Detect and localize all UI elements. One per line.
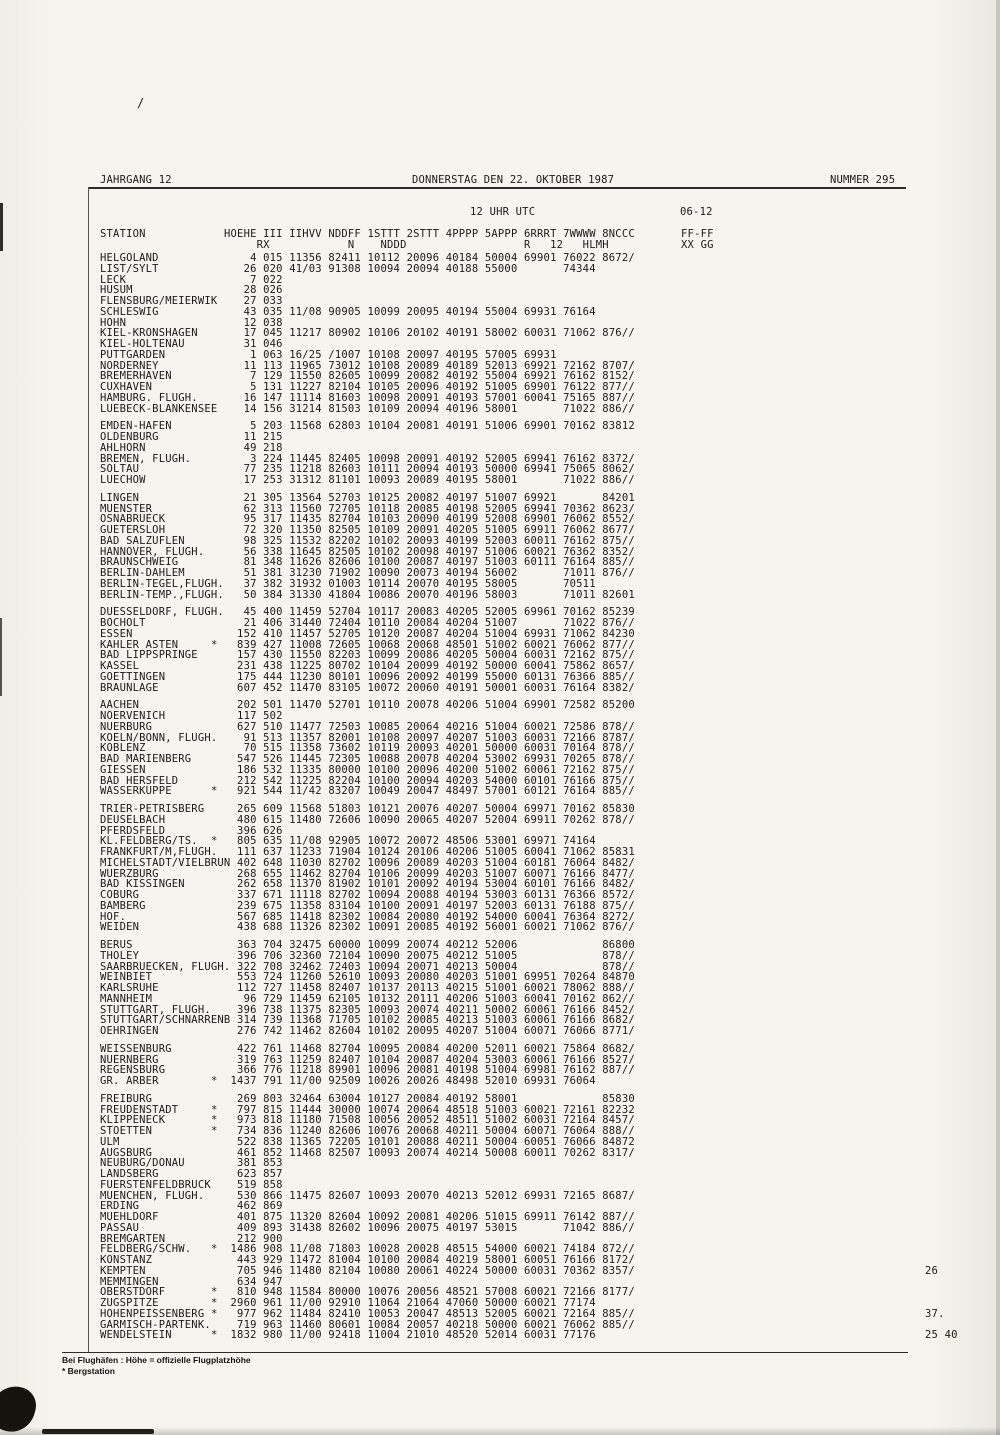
station-name: NEUBURG/DONAU — [100, 1157, 185, 1170]
station-name: GR. ARBER — [100, 1075, 159, 1087]
synop-groups: 734 836 11240 82606 10076 20068 40211 50004 60071 76064 888// — [224, 1125, 635, 1137]
observation-period: 06-12 — [680, 206, 713, 218]
station-name: DUESSELDORF, FLUGH. — [100, 606, 224, 619]
synop-groups: 461 852 11468 82507 10093 20074 40214 50008 60011 70262 8317/ — [224, 1146, 635, 1159]
synop-groups: 51 381 31230 71902 10090 20073 40194 56002 71011 876// — [224, 567, 635, 579]
station-name: LINGEN — [100, 491, 140, 504]
station-row — [100, 493, 635, 504]
station-name: SOLTAU — [100, 463, 140, 476]
station-row — [100, 1223, 635, 1234]
station-name: LECK — [100, 273, 127, 286]
station-name: KOBLENZ — [100, 742, 146, 755]
synop-groups: 522 838 11365 72205 10101 20088 40211 50004 60051 76066 84872 — [224, 1135, 635, 1148]
synop-groups: 239 675 11358 83104 10100 20091 40197 52003 60131 76188 875// — [224, 899, 635, 912]
synop-groups: 422 761 11468 82704 10095 20084 40200 52011 60021 75864 8682/ — [224, 1042, 635, 1055]
synop-groups: 530 866 11475 82607 10093 20070 40213 52012 69931 72165 8687/ — [224, 1189, 635, 1202]
synop-groups: 322 708 32462 72403 10094 20071 40213 50004 878// — [224, 960, 635, 973]
station-row — [100, 1264, 939, 1277]
synop-groups: 396 706 32360 72104 10090 20075 40212 51005 878// — [224, 949, 635, 962]
synop-groups: 443 929 11472 81004 10100 20084 40219 58001 60051 76166 8172/ — [224, 1254, 635, 1266]
xxgg-column-label: XX GG — [681, 239, 714, 251]
synop-groups: 627 510 11477 72503 10085 20064 40216 51004 60021 72586 878// — [224, 720, 635, 733]
synop-groups: 810 948 11584 80000 10076 20056 48521 57008 60021 72166 8177/ — [224, 1286, 635, 1299]
synop-groups: 519 858 — [224, 1178, 283, 1191]
synop-groups: 37 382 31932 01003 10114 20070 40195 58005 70511 — [224, 577, 596, 590]
station-row — [100, 700, 635, 711]
station-row — [100, 475, 635, 486]
synop-groups: 21 305 13564 52703 10125 20082 40197 51007 69921 84201 — [224, 491, 635, 504]
masthead-date: DONNERSTAG DEN 22. OKTOBER 1987 — [412, 174, 615, 186]
mountain-station-marker: * — [211, 1243, 218, 1256]
station-row — [100, 393, 635, 404]
station-name: BERLIN-DAHLEM — [100, 567, 185, 579]
station-name: NUERNBERG — [100, 1053, 159, 1066]
station-group — [100, 700, 635, 797]
station-row — [100, 815, 635, 826]
synop-groups: 77 235 11218 82603 10111 20094 40193 50000 69941 75065 8062/ — [224, 463, 635, 476]
bottom-rule — [62, 1352, 908, 1353]
synop-groups: 366 776 11218 89901 10096 20081 40198 51004 69981 76162 887// — [224, 1064, 635, 1077]
station-row — [100, 579, 635, 590]
station-group — [100, 804, 635, 933]
station-name: GIESSEN — [100, 763, 146, 776]
station-name: GUETERSLOH — [100, 524, 166, 536]
synop-groups: 17 045 11217 80902 10106 20102 40191 58002 60031 71062 876// — [224, 327, 635, 340]
footnotes — [62, 1355, 251, 1377]
station-row — [100, 1044, 635, 1055]
station-name: HOF. — [100, 910, 127, 923]
station-name: NUERBURG — [100, 720, 153, 733]
station-name: LUEBECK-BLANKENSEE — [100, 402, 218, 415]
scan-edge-artifact — [996, 0, 1000, 1435]
synop-column-labels: HOEHE III IIHVV NDDFF 1STTT 2STTT 4PPPP 5APPP 6RRRT 7WWWW 8NCCC — [224, 228, 635, 240]
synop-groups: 547 526 11445 72305 10088 20078 40204 53002 69931 70265 878// — [224, 753, 635, 765]
station-name: WASSERKUPPE — [100, 785, 172, 798]
synop-groups: 50 384 31330 41804 10086 20070 40196 58003 71011 82601 — [224, 588, 635, 601]
station-table — [100, 252, 958, 1342]
station-name: KEMPTEN — [100, 1264, 146, 1277]
synop-groups: 21 406 31440 72404 10110 20084 40204 51007 71022 876// — [224, 617, 635, 629]
synop-groups: 319 763 11259 82407 10104 20087 40204 53003 60061 76166 8527/ — [224, 1053, 635, 1066]
station-name: HOHN — [100, 316, 127, 329]
synop-groups: 28 026 — [224, 284, 283, 297]
station-column-label: STATION — [100, 228, 146, 240]
synop-groups: 112 727 11458 82407 10137 20113 40215 51001 60021 78062 888// — [224, 982, 635, 994]
station-name: KLIPPENECK — [100, 1114, 166, 1127]
station-name: BOCHOLT — [100, 617, 146, 629]
station-name: AUGSBURG — [100, 1146, 153, 1159]
synop-groups: 98 325 11532 82202 10102 20093 40199 52003 60011 76162 875// — [224, 534, 635, 547]
station-name: GARMISCH-PARTENK. — [100, 1318, 211, 1331]
synop-groups: 553 724 11260 52610 10093 20080 40203 51001 69951 70264 84870 — [224, 971, 635, 984]
station-name: NORDERNEY — [100, 359, 159, 372]
station-row — [100, 1329, 958, 1342]
synop-groups: 202 501 11470 52701 10110 20078 40206 51004 69901 72582 85200 — [224, 699, 635, 712]
station-row — [100, 307, 635, 318]
synop-groups: 705 946 11480 82104 10080 20061 40224 50000 60031 70362 8357/ — [224, 1264, 635, 1277]
station-name: STUTTGART, FLUGH. — [100, 1003, 211, 1016]
station-row — [100, 1180, 635, 1191]
station-row — [100, 590, 635, 601]
station-name: COBURG — [100, 889, 140, 901]
station-name: EMDEN-HAFEN — [100, 420, 172, 433]
station-name: BREMERHAVEN — [100, 370, 172, 383]
station-name: KARLSRUHE — [100, 982, 159, 994]
station-row — [100, 922, 635, 933]
station-group — [100, 421, 635, 486]
synop-groups: 117 502 — [224, 710, 283, 722]
station-row — [100, 443, 635, 454]
synop-groups: 607 452 11470 83105 10072 20060 40191 50001 60031 76164 8382/ — [224, 681, 635, 694]
station-name: AHLHORN — [100, 441, 146, 454]
station-row — [100, 421, 635, 432]
station-name: DEUSELBACH — [100, 813, 166, 826]
masthead-issue: NUMMER 295 — [830, 174, 896, 186]
station-name: MEMMINGEN — [100, 1275, 159, 1288]
station-name: NOERVENICH — [100, 710, 166, 722]
station-name: OLDENBURG — [100, 431, 159, 443]
synop-groups: 265 609 11568 51803 10121 20076 40207 50004 69971 70162 85830 — [224, 803, 635, 815]
mountain-station-marker: * — [211, 785, 218, 798]
synop-groups: 62 313 11560 72705 10118 20085 40198 52005 69941 70362 8623/ — [224, 502, 635, 515]
masthead-volume: JAHRGANG 12 — [100, 174, 172, 186]
synop-groups: 81 348 11626 82606 10100 20087 40197 51003 60111 76164 885// — [224, 556, 635, 569]
synop-groups: 805 635 11/08 92905 10072 20072 48506 53001 69971 74164 — [224, 835, 596, 848]
synop-groups: 152 410 11457 52705 10120 20087 40204 51004 69931 71062 84230 — [224, 627, 635, 640]
synop-groups: 95 317 11435 82704 10103 20090 40199 52008 69901 76062 8552/ — [224, 513, 635, 526]
synop-groups: 977 962 11484 82410 10053 20047 48513 52005 60021 72164 885// — [224, 1307, 635, 1320]
synop-groups: 43 035 11/08 90905 10099 20095 40194 55004 69931 76164 — [224, 305, 596, 318]
mountain-station-marker: * — [211, 1114, 218, 1127]
synop-subcolumn-labels: RX N NDDD R 12 HLMH — [224, 239, 609, 251]
stray-pen-mark: / — [137, 96, 145, 110]
station-name: KASSEL — [100, 660, 140, 672]
ff-column-label: FF-FF — [681, 228, 714, 240]
footnote-mountain-station: * Bergstation — [62, 1366, 115, 1376]
station-name: ZUGSPITZE — [100, 1297, 159, 1309]
synop-groups: 409 893 31438 82602 10096 20075 40197 53015 71042 886// — [224, 1221, 635, 1234]
station-name: HUSUM — [100, 284, 133, 297]
column-header-row-2 — [100, 239, 714, 251]
station-name: FREIBURG — [100, 1092, 153, 1105]
station-name: MUENSTER — [100, 502, 153, 515]
station-group — [100, 253, 635, 414]
station-row — [100, 1094, 635, 1105]
synop-groups: 1832 980 11/00 92418 11004 21010 48520 52014 60031 77176 — [224, 1329, 596, 1342]
station-name: LIST/SYLT — [100, 262, 159, 275]
station-name: BAD KISSINGEN — [100, 878, 185, 891]
station-row — [100, 994, 635, 1005]
synop-groups: 462 869 — [224, 1200, 283, 1213]
station-row — [100, 404, 635, 415]
station-name: CUXHAVEN — [100, 381, 153, 393]
station-row — [100, 629, 635, 640]
station-name: LUECHOW — [100, 474, 146, 486]
synop-groups: 719 963 11460 80601 10084 20057 40218 50000 60021 76062 885// — [224, 1318, 635, 1331]
station-name: WEINBIET — [100, 971, 153, 984]
synop-groups: 212 900 — [224, 1232, 283, 1245]
station-row — [100, 432, 635, 443]
station-name: OSNABRUECK — [100, 513, 166, 526]
synop-groups: 363 704 32475 60000 10099 20074 40212 52006 86800 — [224, 939, 635, 951]
station-name: BERLIN-TEMP.,FLUGH. — [100, 588, 224, 601]
station-row — [100, 350, 635, 361]
station-name: BAMBERG — [100, 899, 146, 912]
synop-groups: 5 203 11568 62803 10104 20081 40191 51006 69901 70162 83812 — [224, 420, 635, 433]
extra-right-value: 37. — [925, 1307, 945, 1320]
synop-groups: 1437 791 11/00 92509 10026 20026 48498 52010 69931 76064 — [224, 1075, 596, 1087]
station-name: BAD HERSFELD — [100, 774, 179, 787]
station-name: HANNOVER, FLUGH. — [100, 545, 205, 558]
station-name: BREMEN, FLUGH. — [100, 452, 192, 465]
station-name: BAD SALZUFLEN — [100, 534, 185, 547]
synop-groups: 27 033 — [224, 295, 283, 307]
extra-right-value: 26 — [925, 1264, 939, 1277]
station-name: OBERSTDORF — [100, 1286, 166, 1299]
station-row — [100, 1158, 635, 1169]
synop-groups: 231 438 11225 80702 10104 20099 40192 50000 60041 75862 8657/ — [224, 660, 635, 672]
mountain-station-marker: * — [211, 1329, 218, 1342]
station-row — [100, 1026, 635, 1037]
station-name: BREMGARTEN — [100, 1232, 166, 1245]
station-name: FREUDENSTADT — [100, 1103, 179, 1116]
synop-groups: 31 046 — [224, 338, 283, 350]
station-name: LANDSBERG — [100, 1168, 159, 1180]
synop-groups: 381 853 — [224, 1157, 283, 1170]
station-name: MUEHLDORF — [100, 1211, 159, 1223]
station-name: REGENSBURG — [100, 1064, 166, 1077]
synop-groups: 14 156 31214 81503 10109 20094 40196 58001 71022 886// — [224, 402, 635, 415]
synop-groups: 921 544 11/42 83207 10049 20047 48497 57001 60121 76164 885// — [224, 785, 635, 798]
observation-time-utc: 12 UHR UTC — [470, 206, 536, 218]
station-row — [100, 951, 635, 962]
synop-groups: 797 815 11444 30000 10074 20064 48518 51003 60021 72161 82232 — [224, 1103, 635, 1116]
mountain-station-marker: * — [211, 1307, 218, 1320]
station-row — [100, 858, 635, 869]
synop-groups: 212 542 11225 82204 10100 20094 40203 54000 60101 76166 875// — [224, 774, 635, 787]
station-name: STOETTEN — [100, 1125, 153, 1137]
scan-shadow-artifact — [0, 1427, 1000, 1435]
synop-groups: 11 113 11965 73012 10108 20089 40189 52013 69921 72162 8707/ — [224, 359, 635, 372]
station-name: BERLIN-TEGEL,FLUGH. — [100, 577, 224, 590]
station-group — [100, 1092, 958, 1342]
station-name: WEISSENBURG — [100, 1042, 172, 1055]
synop-groups: 91 513 11357 82001 10108 20097 40207 51003 60031 72166 8787/ — [224, 731, 635, 744]
station-name: FLENSBURG/MEIERWIK — [100, 295, 218, 307]
station-name: KOELN/BONN, FLUGH. — [100, 731, 218, 744]
synop-groups: 973 818 11180 71508 10056 20052 48511 51002 60031 72164 8457/ — [224, 1114, 635, 1127]
station-name: HELGOLAND — [100, 252, 159, 264]
synop-groups: 3 224 11445 82405 10098 20091 40192 52005 69941 76162 8372/ — [224, 452, 635, 465]
synop-groups: 4 015 11356 82411 10112 20096 40184 50004 69901 76022 8672/ — [224, 252, 635, 264]
synop-groups: 11 215 — [224, 431, 283, 443]
observation-time-line — [0, 206, 1000, 218]
footnote-airport-height: Bei Flughäfen : Höhe = offizielle Flugplatzhöhe — [62, 1355, 251, 1365]
left-margin-line — [88, 187, 89, 1352]
station-name: SCHLESWIG — [100, 305, 159, 318]
synop-groups: 186 532 11335 80000 10100 20096 40200 51002 60061 72162 875// — [224, 763, 635, 776]
station-name: KONSTANZ — [100, 1254, 153, 1266]
synop-groups: 56 338 11645 82505 10102 20098 40197 51006 60021 76362 8352/ — [224, 545, 635, 558]
station-row — [100, 536, 635, 547]
station-group — [100, 1044, 635, 1087]
station-name: WUERZBURG — [100, 867, 159, 880]
mountain-station-marker: * — [211, 638, 218, 651]
mountain-station-marker: * — [211, 835, 218, 848]
station-name: WEIDEN — [100, 921, 140, 934]
synop-groups: 634 947 — [224, 1275, 283, 1288]
synop-groups: 17 253 31312 81101 10093 20089 40195 58001 71022 886// — [224, 474, 635, 486]
station-name: ESSEN — [100, 627, 133, 640]
station-name: OEHRINGEN — [100, 1025, 159, 1037]
synop-groups: 7 022 — [224, 273, 283, 286]
station-name: BRAUNSCHWEIG — [100, 556, 179, 569]
mountain-station-marker: * — [211, 1103, 218, 1116]
station-name: KAHLER ASTEN — [100, 638, 179, 651]
station-row — [100, 786, 635, 797]
station-name: GOETTINGEN — [100, 670, 166, 683]
synop-groups: 262 658 11370 81902 10101 20092 40194 53004 60101 76166 8482/ — [224, 878, 635, 891]
synop-groups: 396 626 — [224, 824, 283, 837]
station-name: FUERSTENFELDBRUCK — [100, 1178, 211, 1191]
station-name: PFERDSFELD — [100, 824, 166, 837]
masthead — [0, 174, 1000, 186]
station-row — [100, 264, 635, 275]
synop-groups: 49 218 — [224, 441, 283, 454]
synop-groups: 567 685 11418 82302 10084 20080 40192 54000 60041 76364 8272/ — [224, 910, 635, 923]
station-name: ERDING — [100, 1200, 140, 1213]
mountain-station-marker: * — [211, 1125, 218, 1137]
synop-groups: 1 063 16/25 /1007 10108 20097 40195 57005 69931 — [224, 348, 557, 361]
station-name: STUTTGART/SCHNARRENB — [100, 1014, 231, 1027]
synop-groups: 111 637 11233 71904 10124 20106 40206 51005 60041 71062 85831 — [224, 846, 635, 858]
station-name: BAD LIPPSPRINGE — [100, 649, 198, 662]
station-name: SAARBRUECKEN, FLUGH. — [100, 960, 231, 973]
station-name: KIEL-HOLTENAU — [100, 338, 185, 350]
mountain-station-marker: * — [211, 1297, 218, 1309]
station-group — [100, 493, 635, 601]
station-name: BAD MARIENBERG — [100, 753, 192, 765]
station-name: FELDBERG/SCHW. — [100, 1243, 192, 1256]
synop-groups: 480 615 11480 72606 10090 20065 40207 52004 69911 70262 878// — [224, 813, 635, 826]
synop-groups: 839 427 11008 72605 10068 20068 48501 51002 60021 76062 877// — [224, 638, 635, 651]
synop-groups: 96 729 11459 62105 10132 20111 40206 51003 60041 70162 862// — [224, 992, 635, 1005]
station-name: PASSAU — [100, 1221, 140, 1234]
station-row — [100, 765, 635, 776]
synop-groups: 337 671 11118 82702 10094 20088 40194 53003 60131 76366 8572/ — [224, 889, 635, 901]
synop-groups: 12 038 — [224, 316, 283, 329]
station-group — [100, 607, 635, 693]
station-row — [100, 901, 635, 912]
station-name: HOHENPEISSENBERG — [100, 1307, 205, 1320]
station-name: KIEL-KRONSHAGEN — [100, 327, 198, 340]
synop-groups: 396 738 11375 82305 10093 20074 40211 50002 60061 76166 8452/ — [224, 1003, 635, 1016]
station-name: HAMBURG. FLUGH. — [100, 391, 198, 404]
synop-groups: 157 430 11550 82203 10099 20086 40205 50004 60031 72162 875// — [224, 649, 635, 662]
station-row — [100, 683, 635, 694]
station-row — [100, 722, 635, 733]
station-name: MUENCHEN, FLUGH. — [100, 1189, 205, 1202]
synop-groups: 72 320 11350 82505 10109 20091 40205 51005 69911 76062 8677/ — [224, 524, 635, 536]
station-row — [100, 1076, 635, 1087]
synop-groups: 70 515 11358 73602 10119 20093 40201 50000 60031 70164 878// — [224, 742, 635, 755]
station-name: BRAUNLAGE — [100, 681, 159, 694]
synop-groups: 1486 908 11/08 71803 10028 20028 48515 54000 60021 74184 872// — [224, 1243, 635, 1256]
synop-groups: 401 875 11320 82604 10092 20081 40206 51015 69911 76142 887// — [224, 1211, 635, 1223]
station-group — [100, 940, 635, 1037]
synop-groups: 276 742 11462 82604 10102 20095 40207 51004 60071 76066 8771/ — [224, 1025, 635, 1037]
station-row — [100, 672, 635, 683]
station-row — [100, 1307, 945, 1320]
station-name: FRANKFURT/M,FLUGH. — [100, 846, 218, 858]
station-name: WENDELSTEIN — [100, 1329, 172, 1342]
synop-groups: 2960 961 11/00 92910 11064 21064 47060 50000 60021 77174 — [224, 1297, 596, 1309]
synop-groups: 314 739 11368 71705 10102 20085 40213 51003 60061 76166 8682/ — [224, 1014, 635, 1027]
synop-groups: 269 803 32464 63004 10127 20084 40192 58001 85830 — [224, 1092, 635, 1105]
synop-groups: 16 147 11114 81603 10098 20091 40193 57001 60041 75165 887// — [224, 391, 635, 404]
mountain-station-marker: * — [211, 1075, 218, 1087]
mountain-station-marker: * — [211, 1286, 218, 1299]
station-row — [100, 1191, 635, 1202]
synop-groups: 623 857 — [224, 1168, 283, 1180]
synop-groups: 402 648 11030 82702 10096 20089 40203 51004 60181 76064 8482/ — [224, 856, 635, 869]
station-name: BERUS — [100, 939, 133, 951]
synop-groups: 7 129 11550 82605 10099 20082 40192 55004 69921 76162 8152/ — [224, 370, 635, 383]
scan-edge-artifact — [0, 203, 3, 251]
synop-groups: 175 444 11230 80101 10096 20092 40199 55000 60131 76366 885// — [224, 670, 635, 683]
synop-groups: 5 131 11227 82104 10105 20096 40192 51005 69901 76122 877// — [224, 381, 635, 393]
station-name: TRIER-PETRISBERG — [100, 803, 205, 815]
station-name: MICHELSTADT/VIELBRUN — [100, 856, 231, 869]
station-name: PUTTGARDEN — [100, 348, 166, 361]
synop-groups: 45 400 11459 52704 10117 20083 40205 52005 69961 70162 85239 — [224, 606, 635, 619]
station-name: KL.FELDBERG/TS. — [100, 835, 198, 848]
synop-groups: 268 655 11462 82704 10106 20099 40203 51007 60071 76166 8477/ — [224, 867, 635, 880]
station-row — [100, 1137, 635, 1148]
top-rule — [88, 187, 906, 189]
station-name: AACHEN — [100, 699, 140, 712]
station-name: THOLEY — [100, 949, 140, 962]
station-name: MANNHEIM — [100, 992, 153, 1005]
scan-edge-artifact — [0, 618, 2, 696]
synop-groups: 438 688 11326 82302 10091 20085 40192 56001 60021 71062 876// — [224, 921, 635, 934]
station-name: ULM — [100, 1135, 120, 1148]
synop-groups: 26 020 41/03 91308 10094 20094 40188 55000 74344 — [224, 262, 596, 275]
station-row — [100, 275, 635, 286]
extra-right-value: 25 40 — [925, 1329, 958, 1342]
